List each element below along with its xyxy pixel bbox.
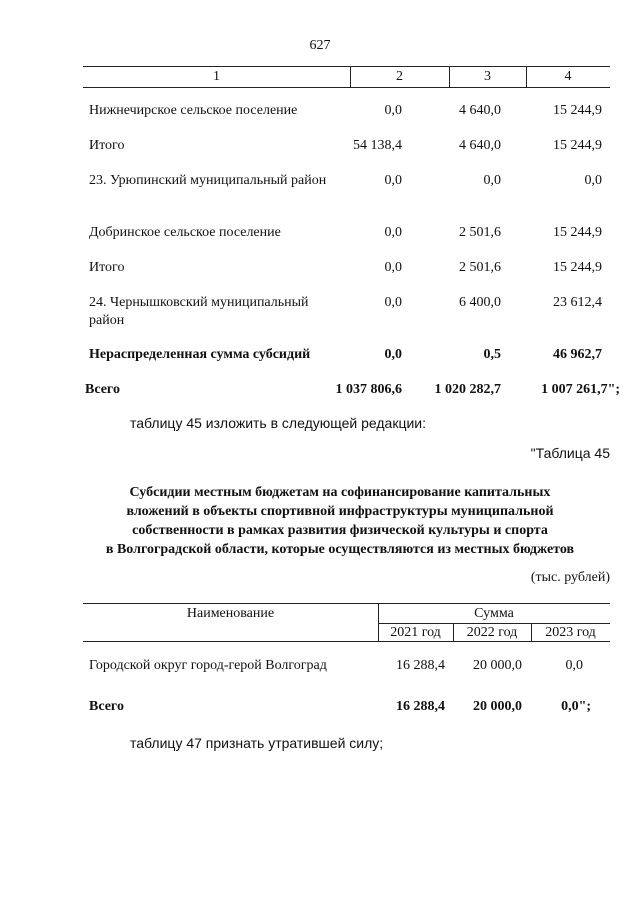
row-name: Добринское сельское поселение (89, 225, 281, 240)
row-value-2021: 0,0 (384, 225, 402, 240)
row-name: Городской округ город-герой Волгоград (89, 658, 327, 673)
table2-header-year: 2023 год (545, 625, 596, 640)
row-value-2022: 0,5 (483, 347, 501, 362)
table1-header-col3: 3 (484, 69, 491, 84)
paragraph-table45-instruction: таблицу 45 изложить в следующей редакции: (130, 415, 427, 431)
row-value-2023: 0,0 (565, 658, 583, 673)
row-name: 24. Чернышковский муниципальный район (89, 295, 309, 328)
table1-header-col4: 4 (564, 69, 572, 84)
table45-label: "Таблица 45 (530, 445, 610, 461)
row-value-2023: 15 244,9 (553, 138, 602, 153)
row-value-2023: 15 244,9 (553, 103, 602, 118)
row-value-2023: 1 007 261,7"; (541, 382, 620, 397)
table1-header-col1: 1 (213, 69, 220, 84)
row-value-2023: 15 244,9 (553, 225, 602, 240)
page-number: 627 (309, 38, 331, 53)
row-value-2021: 0,0 (384, 347, 402, 362)
row-name: Всего (89, 699, 124, 714)
table2-header-year: 2021 год (390, 625, 441, 640)
table45-title-line: Субсидии местным бюджетам на софинансирование капитальных (129, 485, 551, 500)
paragraph-table47-instruction: таблицу 47 признать утратившей силу; (130, 735, 384, 751)
row-value-2021: 0,0 (384, 260, 402, 275)
row-name: 23. Урюпинский муниципальный район (89, 173, 327, 188)
row-value-2022: 6 400,0 (459, 295, 501, 310)
row-value-2021: 1 037 806,6 (335, 382, 402, 397)
row-value-2021: 0,0 (384, 173, 402, 188)
units-label: (тыс. рублей) (530, 570, 610, 585)
table2-header (83, 603, 610, 642)
table1-header (83, 66, 610, 88)
table1-header-col2: 2 (396, 69, 403, 84)
table45-title-line: в Волгоградской области, которые осуществляются из местных бюджетов (105, 542, 575, 557)
row-value-2022: 4 640,0 (459, 103, 501, 118)
table2-header-sum: Сумма (474, 606, 514, 621)
row-value-2021: 16 288,4 (396, 699, 445, 714)
table2-header-name: Наименование (186, 606, 275, 621)
row-name: Итого (89, 138, 125, 153)
table45-title (70, 483, 610, 559)
row-value-2022: 1 020 282,7 (434, 382, 501, 397)
row-name: Нижнечирское сельское поселение (89, 103, 298, 118)
row-name: Всего (85, 382, 120, 397)
row-value-2023: 46 962,7 (553, 347, 602, 362)
row-value-2021: 0,0 (384, 295, 402, 310)
row-value-2023: 0,0"; (561, 699, 591, 714)
row-value-2023: 0,0 (584, 173, 602, 188)
table45-title-line: собственности в рамках развития физической культуры и спорта (132, 523, 548, 538)
row-value-2022: 2 501,6 (459, 225, 501, 240)
row-value-2021: 0,0 (384, 103, 402, 118)
row-value-2022: 20 000,0 (473, 658, 522, 673)
row-value-2023: 23 612,4 (553, 295, 602, 310)
row-value-2023: 15 244,9 (553, 260, 602, 275)
row-value-2021: 16 288,4 (396, 658, 445, 673)
row-name: Итого (89, 260, 125, 275)
table2-header-year: 2022 год (466, 625, 518, 640)
row-value-2022: 0,0 (483, 173, 501, 188)
row-value-2021: 54 138,4 (353, 138, 402, 153)
row-value-2022: 20 000,0 (473, 699, 522, 714)
row-value-2022: 2 501,6 (459, 260, 501, 275)
table45-title-line: вложений в объекты спортивной инфраструктуры муниципальной (126, 504, 554, 519)
row-name: Нераспределенная сумма субсидий (89, 347, 311, 362)
row-value-2022: 4 640,0 (459, 138, 501, 153)
